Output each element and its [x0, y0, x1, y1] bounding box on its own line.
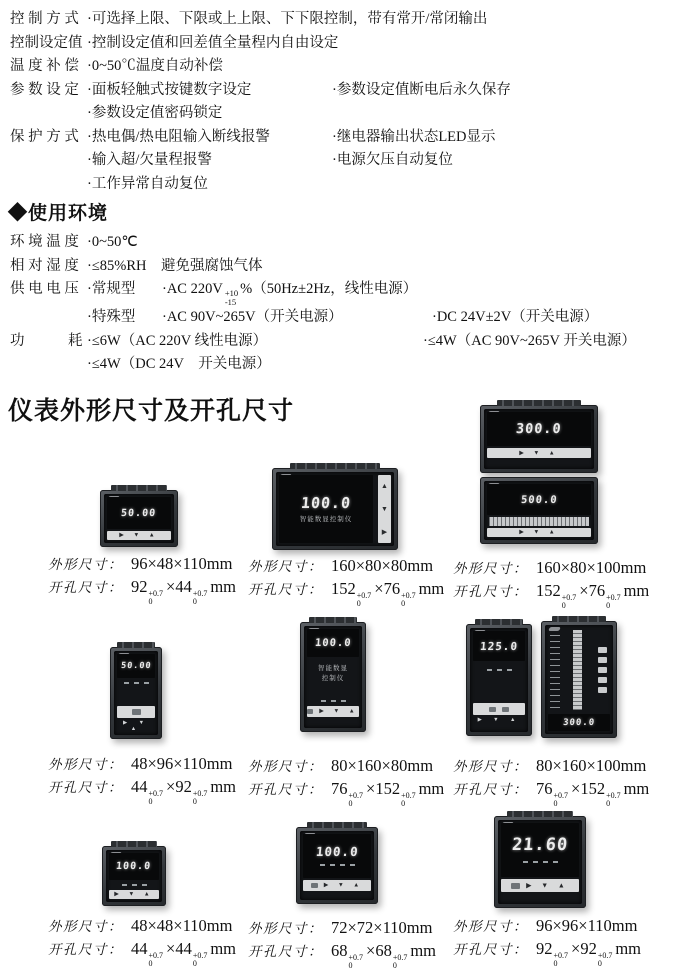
unit: mm: [615, 939, 642, 958]
spec-desc: ·≤4W（DC 24V 开关电源）: [87, 356, 271, 372]
spec-term: 控制设定值: [10, 34, 83, 51]
mounting-fins: [117, 642, 154, 648]
hole-dim-label: 开孔尺寸：: [453, 584, 528, 599]
instrument-photo-48x96: [110, 647, 162, 739]
hole-dim-b: 44: [175, 939, 192, 958]
hole-dim-label: 开孔尺寸：: [48, 780, 123, 795]
led-display: 300.0: [562, 717, 596, 728]
tol-sup: +0.7: [192, 589, 208, 598]
outer-dim-line: [248, 754, 444, 777]
tol-sup: +0.7: [561, 593, 577, 602]
tolerance: [193, 590, 208, 605]
spec-desc: ·继电器输出状态LED显示: [332, 128, 496, 145]
dimensions-heading: 仪表外形尺寸及开孔尺寸: [8, 397, 295, 425]
hole-dim-line: [48, 775, 237, 806]
env-row-supply-1: [0, 278, 700, 306]
dim-block-96x96: [453, 914, 642, 968]
spec-row-temp-comp: [0, 55, 700, 79]
tolerance: [349, 954, 364, 969]
outer-dim-label: 外形尺寸：: [248, 559, 323, 574]
outer-dim-line: [453, 754, 649, 777]
right-key-icon: ▶: [381, 527, 388, 536]
spec-term: 温 度 补 偿: [10, 58, 79, 74]
spec-desc: ·0~50℃温度自动补偿: [87, 58, 223, 74]
hole-dim-b: 76: [588, 581, 606, 600]
tol-sup: +0.7: [192, 789, 208, 798]
times-sign: ×: [571, 779, 581, 798]
tol-sup: +0.7: [401, 791, 416, 800]
outer-dim-line: [48, 914, 236, 937]
spec-row-setpoint: [0, 32, 700, 56]
times-sign: ×: [166, 577, 176, 596]
outer-dim-line: [248, 554, 444, 577]
spec-term: 环 境 温 度: [10, 234, 79, 250]
button-strip: [487, 528, 591, 537]
hole-dim-b: 92: [175, 777, 192, 796]
button-strip: [107, 531, 171, 540]
spec-desc: ·热电偶/热电阻输入断线报警: [87, 128, 270, 145]
ac-voltage-suffix: %（50Hz±2Hz，线性电源）: [240, 281, 418, 297]
spec-row-param-set: [0, 79, 700, 103]
key-icons: ▶ ▼ ▲: [477, 717, 521, 723]
led-display: 100.0: [115, 861, 153, 872]
dim-block-48x96: [48, 752, 237, 806]
outer-dim-value: 48×96×110mm: [131, 754, 233, 773]
spec-desc: ·0~50℃: [87, 234, 138, 250]
key-icons: ▶ ▼ ▲: [519, 529, 559, 536]
ac-voltage: ·AC 220V: [162, 281, 223, 297]
spec-row-range-alarm: [0, 149, 700, 173]
bargraph: [489, 517, 589, 526]
key-icons: ▶ ▼ ▲: [323, 882, 364, 889]
times-sign: ×: [166, 777, 176, 796]
mounting-fins: [307, 822, 366, 828]
mounting-fins: [290, 463, 381, 469]
dim-block-48x48: [48, 914, 237, 968]
setting-button: [117, 706, 155, 718]
tolerance: [393, 954, 408, 969]
spec-term: 相 对 湿 度: [10, 257, 79, 274]
button-strip: [109, 890, 159, 899]
button-strip: [378, 475, 391, 543]
unit: mm: [210, 777, 237, 796]
instrument-photo-96x96: [494, 816, 586, 908]
spec-desc: ·常规型: [87, 281, 136, 297]
led-display: 50.00: [120, 661, 152, 671]
spec-desc: ·面板轻触式按键数字设定: [87, 81, 252, 98]
spec-row-control-mode: [0, 8, 700, 32]
tolerance: [149, 952, 164, 967]
unit: mm: [410, 941, 437, 960]
hole-dim-label: 开孔尺寸：: [48, 580, 123, 595]
tol-sub: 0: [553, 798, 558, 808]
hole-dim-label: 开孔尺寸：: [453, 782, 528, 797]
tol-sup: +0.7: [148, 589, 164, 598]
spec-desc: ·参数设定值断电后永久保存: [332, 81, 511, 98]
hole-dim-label: 开孔尺寸：: [248, 582, 323, 597]
mounting-fins: [475, 619, 523, 625]
spec-desc: ·≤4W（AC 90V~265V 开关电源）: [423, 332, 636, 349]
tol-sub: 0: [356, 598, 361, 608]
screen-label: 控制仪: [321, 675, 345, 682]
outer-dim-label: 外形尺寸：: [48, 557, 123, 572]
button-strip: [487, 448, 591, 458]
hole-dim-b: 92: [580, 939, 597, 958]
tol-sup: +0.7: [606, 593, 621, 602]
hole-dim-line: [248, 577, 445, 608]
unit: mm: [418, 579, 445, 598]
hole-dim-a: 76: [331, 779, 348, 798]
instrument-photo-160x80x100-bottom: [480, 477, 598, 544]
unit: mm: [210, 939, 237, 958]
outer-dim-label: 外形尺寸：: [453, 919, 528, 934]
button-strip: [473, 703, 525, 715]
outer-dim-line: [453, 556, 649, 579]
tolerance: [554, 952, 569, 967]
spec-term: 功 耗: [10, 332, 83, 349]
unit: mm: [210, 577, 237, 596]
tol-sup: +0.7: [348, 953, 364, 962]
spec-term: 控 制 方 式: [10, 11, 79, 27]
outer-dim-line: [48, 552, 236, 575]
tol-sub: 0: [192, 596, 197, 606]
hole-dim-a: 68: [331, 941, 348, 960]
tol-sub: 0: [597, 958, 602, 968]
mounting-fins: [552, 616, 607, 622]
hole-dim-a: 76: [536, 779, 553, 798]
led-display: 100.0: [315, 844, 359, 859]
tol-sub: 0: [606, 798, 611, 808]
tol-sup: +0.7: [606, 791, 621, 800]
instrument-photo-160x80x100-top: [480, 405, 598, 473]
tolerance: [606, 792, 621, 807]
spec-section: [0, 8, 700, 196]
times-sign: ×: [571, 939, 581, 958]
dim-block-80x160x100: [453, 754, 650, 808]
hole-dim-b: 76: [383, 579, 401, 598]
hole-dim-a: 44: [131, 777, 148, 796]
instrument-photo-96x48: [100, 490, 178, 547]
outer-dim-value: 80×160×100mm: [536, 756, 647, 775]
mounting-fins: [507, 811, 573, 817]
tol-sup: +0.7: [553, 951, 569, 960]
hole-dim-line: [453, 579, 650, 610]
hole-dim-line: [248, 939, 437, 970]
button-strip: [303, 880, 371, 891]
hole-dim-b: 68: [375, 941, 392, 960]
spec-row-param-lock: [0, 102, 700, 126]
tol-sup: +0.7: [597, 951, 613, 960]
spec-desc: ·控制设定值和回差值全量程内自由设定: [87, 34, 339, 51]
hole-dim-label: 开孔尺寸：: [48, 942, 123, 957]
instrument-photo-72x72: [296, 827, 378, 904]
tol-sub: 0: [192, 958, 197, 968]
env-row-humidity: [0, 255, 700, 279]
hole-dim-b: 152: [375, 779, 401, 798]
dim-block-160x80: [248, 554, 445, 608]
outer-dim-label: 外形尺寸：: [48, 919, 123, 934]
button-strip: [501, 879, 579, 892]
tol-sup: +0.7: [148, 789, 164, 798]
up-key-icon: ▲: [381, 482, 388, 491]
key-icons: ▶ ▼ ▲: [519, 450, 559, 456]
env-row-power-2: [0, 353, 700, 377]
tolerance-upper: +10: [224, 288, 239, 298]
mounting-fins: [497, 400, 582, 406]
screen-label: 智能数显: [318, 665, 348, 672]
spec-desc: ·参数设定值密码锁定: [87, 105, 223, 121]
mounting-fins: [309, 617, 357, 623]
dimensions-section: [0, 385, 700, 970]
outer-dim-label: 外形尺寸：: [248, 921, 323, 936]
tolerance: [401, 592, 416, 607]
indicator-leds: [473, 667, 525, 673]
led-display: 300.0: [515, 421, 563, 437]
outer-dim-value: 48×48×110mm: [131, 916, 233, 935]
tolerance: [149, 790, 164, 805]
spec-desc: ·工作异常自动复位: [87, 175, 208, 192]
instrument-photo-80x160x100-left: [466, 624, 532, 736]
tolerance: [606, 594, 621, 609]
side-buttons: [595, 628, 610, 712]
hole-dim-b: 152: [580, 779, 606, 798]
outer-dim-line: [48, 752, 236, 775]
key-icons: ▶ ▼ ▲: [122, 720, 150, 732]
hole-dim-a: 44: [131, 939, 148, 958]
tol-sub: 0: [392, 960, 397, 970]
key-icons: ▶ ▼ ▲: [526, 881, 569, 889]
tolerance: [193, 790, 208, 805]
key-icons: ▶ ▼ ▲: [114, 891, 154, 898]
tol-sub: 0: [561, 600, 566, 610]
spec-desc: ·电源欠压自动复位: [332, 152, 453, 168]
outer-dim-label: 外形尺寸：: [48, 757, 123, 772]
voltage-tolerance: [225, 289, 238, 306]
key-icons: ▶ ▼ ▲: [119, 532, 159, 539]
times-sign: ×: [579, 581, 589, 600]
tol-sub: 0: [401, 798, 406, 808]
tol-sup: +0.7: [348, 791, 364, 800]
tol-sub: 0: [148, 596, 153, 606]
times-sign: ×: [366, 779, 376, 798]
tol-sup: +0.7: [553, 791, 569, 800]
tol-sub: 0: [606, 600, 611, 610]
dim-block-160x80x100: [453, 556, 650, 610]
outer-dim-value: 72×72×110mm: [331, 918, 433, 937]
times-sign: ×: [374, 579, 384, 598]
tol-sub: 0: [348, 960, 353, 970]
hole-dim-a: 152: [536, 581, 561, 600]
hole-dim-a: 92: [536, 939, 553, 958]
led-display: 125.0: [479, 639, 519, 653]
unit: mm: [418, 779, 445, 798]
spec-desc: ·≤85%RH 避免强腐蚀气体: [87, 257, 263, 274]
tol-sup: +0.7: [356, 591, 372, 600]
hole-dim-line: [248, 777, 445, 808]
outer-dim-label: 外形尺寸：: [453, 561, 528, 576]
tolerance: [554, 792, 569, 807]
outer-dim-label: 外形尺寸：: [453, 759, 528, 774]
hole-dim-label: 开孔尺寸：: [248, 944, 323, 959]
outer-dim-value: 160×80×80mm: [331, 556, 434, 575]
unit: mm: [623, 779, 650, 798]
outer-dim-value: 96×48×110mm: [131, 554, 233, 573]
outer-dim-value: 160×80×100mm: [536, 558, 647, 577]
tol-sub: 0: [553, 958, 558, 968]
unit: mm: [623, 581, 650, 600]
times-sign: ×: [166, 939, 176, 958]
spec-term: 参 数 设 定: [10, 81, 79, 98]
times-sign: ×: [366, 941, 376, 960]
scale-ticks: [550, 632, 560, 708]
tolerance: [357, 592, 372, 607]
instrument-photo-80x160x100-right: [541, 621, 617, 738]
indicator-leds: [307, 698, 359, 704]
dim-block-72x72: [248, 916, 437, 970]
button-strip: [307, 706, 359, 717]
tol-sub: 0: [148, 958, 153, 968]
indicator-leds: [117, 680, 155, 686]
spec-desc: ·DC 24V±2V（开关电源）: [432, 309, 599, 325]
env-row-power-1: [0, 330, 700, 354]
spec-desc: ·输入超/欠量程报警: [87, 152, 212, 168]
screen-label: 智能数显控制仪: [299, 516, 353, 523]
hole-dim-a: 92: [131, 577, 148, 596]
spec-desc: ·特殊型: [87, 309, 136, 325]
dim-block-80x160: [248, 754, 445, 808]
tol-sub: 0: [401, 598, 406, 608]
env-section: [0, 231, 700, 377]
tol-sub: 0: [348, 798, 353, 808]
tolerance: [562, 594, 577, 609]
led-display: 21.60: [511, 835, 569, 855]
instrument-photo-48x48: [102, 846, 166, 906]
tolerance: [349, 792, 364, 807]
hole-dim-label: 开孔尺寸：: [248, 782, 323, 797]
instrument-photo-160x80: [272, 468, 398, 550]
led-display: 100.0: [314, 637, 352, 649]
instrument-photo-80x160: [300, 622, 366, 732]
hole-dim-a: 152: [331, 579, 356, 598]
hole-dim-line: [48, 575, 237, 606]
spec-row-protection: [0, 126, 700, 150]
spec-term: 保 护 方 式: [10, 128, 79, 145]
tol-sup: +0.7: [148, 951, 164, 960]
led-display: 100.0: [300, 494, 352, 512]
tolerance: [149, 590, 164, 605]
led-display: 500.0: [520, 493, 558, 506]
mounting-fins: [111, 841, 157, 847]
env-row-temp: [0, 231, 700, 255]
spec-desc: ·可选择上限、下限或上上限、下下限控制，带有常开/常闭输出: [87, 11, 488, 27]
hole-dim-line: [453, 777, 650, 808]
spec-desc: ·AC 90V~265V（开关电源）: [162, 309, 343, 325]
outer-dim-value: 96×96×110mm: [536, 916, 638, 935]
indicator-leds: [109, 882, 159, 888]
down-key-icon: ▼: [381, 504, 388, 513]
outer-dim-label: 外形尺寸：: [248, 759, 323, 774]
dim-block-96x48: [48, 552, 237, 606]
indicator-leds: [320, 862, 355, 868]
indicator-leds: [523, 859, 558, 865]
mounting-fins: [111, 485, 167, 491]
outer-dim-line: [248, 916, 436, 939]
outer-dim-line: [453, 914, 641, 937]
tol-sub: 0: [148, 796, 153, 806]
tol-sub: 0: [192, 796, 197, 806]
tolerance: [598, 952, 613, 967]
env-section-heading: ◆使用环境: [8, 203, 109, 224]
hole-dim-label: 开孔尺寸：: [453, 942, 528, 957]
tolerance-lower: -15: [224, 296, 237, 307]
hole-dim-b: 44: [175, 577, 192, 596]
tol-sup: +0.7: [401, 591, 416, 600]
env-row-supply-2: [0, 306, 700, 330]
key-icons: ▶ ▼ ▲: [319, 708, 359, 715]
tol-sup: +0.7: [392, 953, 408, 962]
spec-row-auto-reset: [0, 173, 700, 197]
outer-dim-value: 80×160×80mm: [331, 756, 434, 775]
vertical-bargraph: [573, 630, 582, 710]
led-display: 50.00: [120, 507, 158, 519]
supply-voltage-spec: [162, 278, 700, 306]
tol-sup: +0.7: [192, 951, 208, 960]
tolerance: [193, 952, 208, 967]
spec-term: 供 电 电 压: [10, 281, 79, 297]
spec-desc: ·≤6W（AC 220V 线性电源）: [87, 332, 268, 349]
tolerance: [401, 792, 416, 807]
